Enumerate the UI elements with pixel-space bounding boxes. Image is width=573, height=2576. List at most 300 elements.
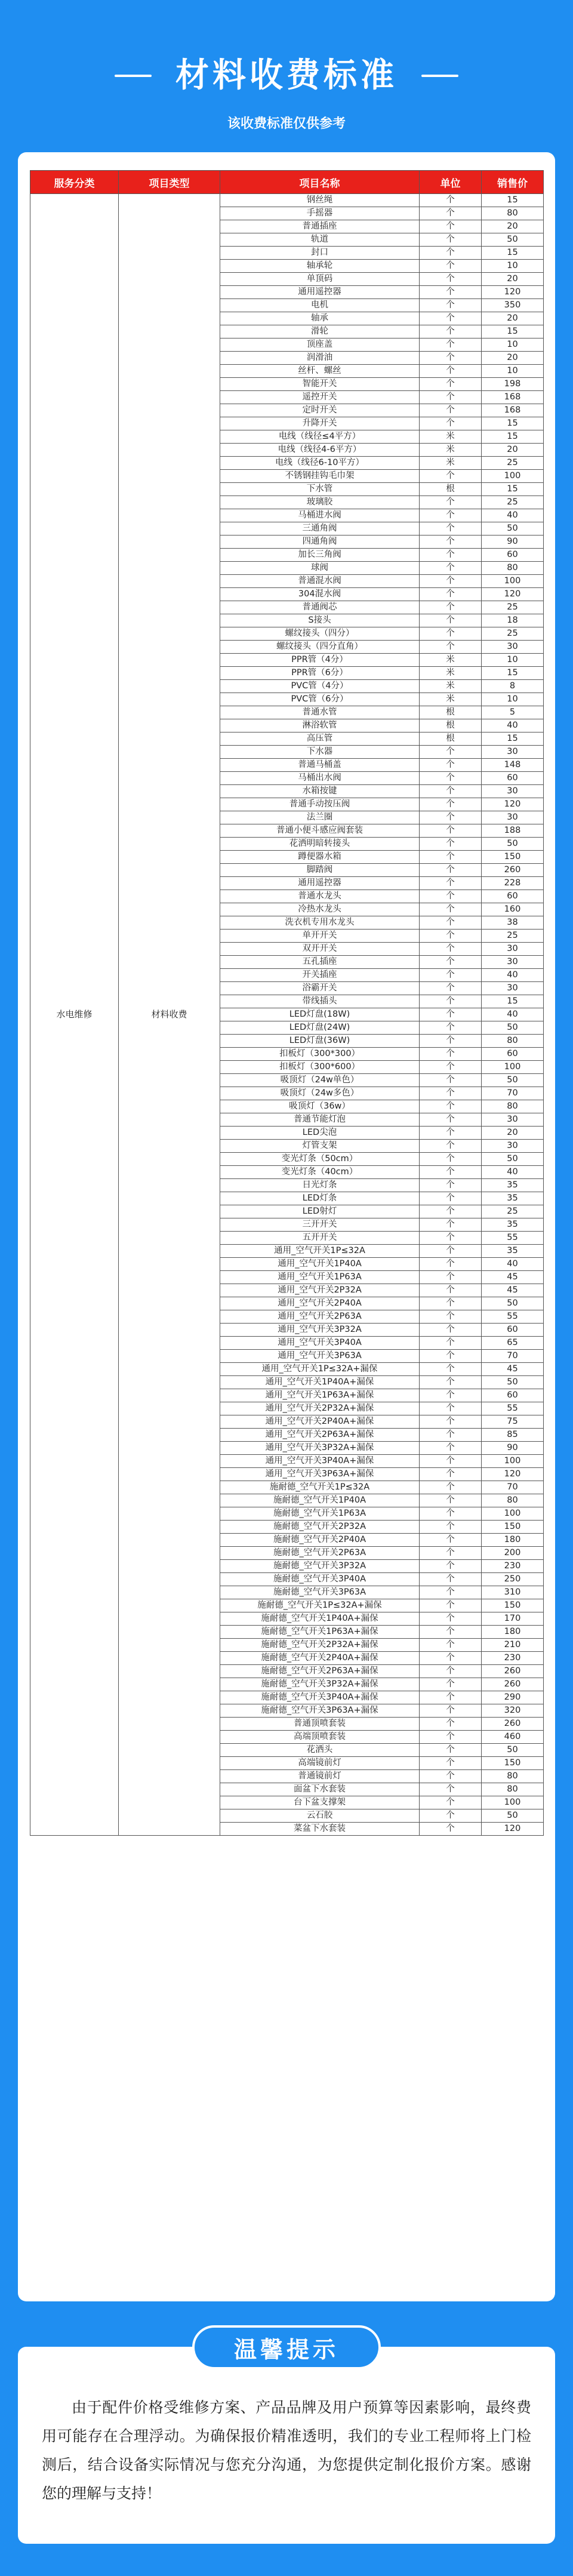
unit-cell: 个 — [420, 1442, 482, 1455]
unit-cell: 个 — [420, 260, 482, 273]
price-cell: 60 — [482, 1324, 544, 1337]
price-cell: 45 — [482, 1363, 544, 1376]
price-cell: 180 — [482, 1626, 544, 1639]
item-name-cell: 变光灯条（50cm） — [220, 1153, 420, 1166]
price-cell: 15 — [482, 733, 544, 746]
unit-cell: 个 — [420, 1665, 482, 1678]
unit-cell: 个 — [420, 1258, 482, 1271]
item-name-cell: 五孔插座 — [220, 956, 420, 969]
unit-cell: 个 — [420, 1468, 482, 1481]
item-name-cell: 普通插座 — [220, 220, 420, 233]
unit-cell: 个 — [420, 641, 482, 654]
item-name-cell: 普通混水阀 — [220, 575, 420, 588]
item-name-cell: 单顶码 — [220, 273, 420, 286]
unit-cell: 个 — [420, 312, 482, 325]
price-cell: 25 — [482, 627, 544, 641]
unit-cell: 个 — [420, 338, 482, 352]
item-name-cell: 蹲便器水箱 — [220, 851, 420, 864]
item-name-cell: S接头 — [220, 614, 420, 627]
price-cell: 70 — [482, 1350, 544, 1363]
unit-cell: 个 — [420, 1218, 482, 1232]
price-cell: 100 — [482, 1507, 544, 1521]
item-name-cell: 五开开关 — [220, 1232, 420, 1245]
unit-cell: 个 — [420, 1481, 482, 1494]
item-name-cell: LED尖泡 — [220, 1127, 420, 1140]
unit-cell: 个 — [420, 1652, 482, 1665]
price-cell: 30 — [482, 785, 544, 798]
item-name-cell: 施耐德_空气开关3P32A+漏保 — [220, 1678, 420, 1691]
item-name-cell: 普通手动按压阀 — [220, 798, 420, 811]
item-name-cell: 下水管 — [220, 483, 420, 496]
unit-cell: 个 — [420, 1179, 482, 1192]
item-name-cell: 升降开关 — [220, 417, 420, 430]
price-cell: 168 — [482, 391, 544, 404]
price-cell: 65 — [482, 1337, 544, 1350]
item-name-cell: 施耐德_空气开关1P≤32A+漏保 — [220, 1599, 420, 1612]
unit-cell: 个 — [420, 798, 482, 811]
unit-cell: 个 — [420, 1586, 482, 1599]
price-cell: 168 — [482, 404, 544, 417]
price-cell: 230 — [482, 1560, 544, 1573]
unit-cell: 个 — [420, 417, 482, 430]
item-name-cell: 普通镜前灯 — [220, 1770, 420, 1783]
price-cell: 85 — [482, 1429, 544, 1442]
item-name-cell: 吸顶灯（24w多色） — [220, 1087, 420, 1100]
header-item-name: 项目名称 — [220, 171, 420, 194]
unit-cell: 个 — [420, 890, 482, 903]
price-cell: 45 — [482, 1284, 544, 1297]
item-name-cell: 台下盆支撑架 — [220, 1796, 420, 1809]
item-name-cell: 吸顶灯（36w） — [220, 1100, 420, 1113]
unit-cell: 个 — [420, 470, 482, 483]
unit-cell: 个 — [420, 1271, 482, 1284]
unit-cell: 个 — [420, 1429, 482, 1442]
unit-cell: 个 — [420, 1521, 482, 1534]
unit-cell: 个 — [420, 1310, 482, 1324]
unit-cell: 个 — [420, 1573, 482, 1586]
item-name-cell: 扣板灯（300*600） — [220, 1061, 420, 1074]
price-cell: 15 — [482, 325, 544, 338]
price-cell: 100 — [482, 1455, 544, 1468]
unit-cell: 个 — [420, 496, 482, 509]
item-name-cell: LED灯盘(24W) — [220, 1021, 420, 1035]
price-cell: 8 — [482, 680, 544, 693]
price-cell: 10 — [482, 693, 544, 706]
unit-cell: 米 — [420, 430, 482, 444]
unit-cell: 个 — [420, 233, 482, 247]
price-cell: 290 — [482, 1691, 544, 1704]
price-cell: 25 — [482, 457, 544, 470]
item-name-cell: 云石胶 — [220, 1809, 420, 1823]
notice-badge: 温馨提示 — [192, 2325, 381, 2369]
unit-cell: 个 — [420, 916, 482, 930]
unit-cell: 个 — [420, 299, 482, 312]
price-cell: 35 — [482, 1218, 544, 1232]
price-cell: 30 — [482, 746, 544, 759]
unit-cell: 个 — [420, 1704, 482, 1718]
item-name-cell: PVC管（4分） — [220, 680, 420, 693]
price-cell: 80 — [482, 1770, 544, 1783]
price-cell: 120 — [482, 286, 544, 299]
unit-cell: 个 — [420, 969, 482, 982]
item-name-cell: 遥控开关 — [220, 391, 420, 404]
item-name-cell: 四通角阀 — [220, 535, 420, 549]
unit-cell: 个 — [420, 365, 482, 378]
item-name-cell: 施耐德_空气开关3P40A — [220, 1573, 420, 1586]
price-cell: 10 — [482, 365, 544, 378]
unit-cell: 个 — [420, 877, 482, 890]
price-cell: 70 — [482, 1087, 544, 1100]
unit-cell: 个 — [420, 562, 482, 575]
price-cell: 260 — [482, 1678, 544, 1691]
item-name-cell: 球阀 — [220, 562, 420, 575]
price-cell: 25 — [482, 1205, 544, 1218]
unit-cell: 个 — [420, 1507, 482, 1521]
item-name-cell: 304混水阀 — [220, 588, 420, 601]
price-cell: 310 — [482, 1586, 544, 1599]
unit-cell: 个 — [420, 1823, 482, 1836]
price-cell: 210 — [482, 1639, 544, 1652]
item-name-cell: PPR管（6分） — [220, 667, 420, 680]
item-name-cell: 洗衣机专用水龙头 — [220, 916, 420, 930]
item-name-cell: 通用_空气开关2P63A+漏保 — [220, 1429, 420, 1442]
unit-cell: 个 — [420, 956, 482, 969]
unit-cell: 个 — [420, 1074, 482, 1087]
item-name-cell: 智能开关 — [220, 378, 420, 391]
price-cell: 80 — [482, 1100, 544, 1113]
item-name-cell: 通用遥控器 — [220, 286, 420, 299]
item-name-cell: 施耐德_空气开关2P63A — [220, 1547, 420, 1560]
price-cell: 60 — [482, 1389, 544, 1402]
item-name-cell: 普通顶喷套装 — [220, 1718, 420, 1731]
unit-cell: 个 — [420, 1731, 482, 1744]
unit-cell: 个 — [420, 1297, 482, 1310]
item-name-cell: 丝杆、螺丝 — [220, 365, 420, 378]
price-cell: 50 — [482, 1744, 544, 1757]
item-name-cell: LED灯条 — [220, 1192, 420, 1205]
price-cell: 35 — [482, 1179, 544, 1192]
unit-cell: 个 — [420, 1021, 482, 1035]
item-name-cell: 法兰圈 — [220, 811, 420, 824]
unit-cell: 个 — [420, 194, 482, 207]
price-cell: 80 — [482, 1494, 544, 1507]
unit-cell: 个 — [420, 614, 482, 627]
item-name-cell: 双开开关 — [220, 943, 420, 956]
item-name-cell: 通用_空气开关1P40A+漏保 — [220, 1376, 420, 1389]
price-cell: 30 — [482, 943, 544, 956]
unit-cell: 根 — [420, 733, 482, 746]
price-cell: 20 — [482, 352, 544, 365]
price-cell: 30 — [482, 641, 544, 654]
item-name-cell: 钢丝绳 — [220, 194, 420, 207]
item-name-cell: 施耐德_空气开关1P63A+漏保 — [220, 1626, 420, 1639]
price-cell: 90 — [482, 535, 544, 549]
item-name-cell: 吸顶灯（24w单色） — [220, 1074, 420, 1087]
item-name-cell: 施耐德_空气开关1P40A — [220, 1494, 420, 1507]
item-name-cell: 通用_空气开关3P63A+漏保 — [220, 1468, 420, 1481]
item-name-cell: 水箱按键 — [220, 785, 420, 798]
unit-cell: 个 — [420, 1599, 482, 1612]
unit-cell: 个 — [420, 1612, 482, 1626]
price-cell: 150 — [482, 1599, 544, 1612]
unit-cell: 个 — [420, 1415, 482, 1429]
price-cell: 18 — [482, 614, 544, 627]
unit-cell: 个 — [420, 1061, 482, 1074]
header-service-category: 服务分类 — [30, 171, 119, 194]
header-unit: 单位 — [420, 171, 482, 194]
unit-cell: 个 — [420, 1245, 482, 1258]
price-cell: 80 — [482, 1783, 544, 1796]
price-cell: 50 — [482, 233, 544, 247]
price-cell: 25 — [482, 496, 544, 509]
price-cell: 20 — [482, 220, 544, 233]
unit-cell: 个 — [420, 1008, 482, 1021]
unit-cell: 个 — [420, 1153, 482, 1166]
item-name-cell: 马桶出水阀 — [220, 772, 420, 785]
item-name-cell: 脚踏阀 — [220, 864, 420, 877]
unit-cell: 个 — [420, 995, 482, 1008]
price-cell: 180 — [482, 1534, 544, 1547]
item-name-cell: 单开开关 — [220, 930, 420, 943]
price-cell: 50 — [482, 1376, 544, 1389]
price-cell: 60 — [482, 890, 544, 903]
item-name-cell: 施耐德_空气开关1P63A — [220, 1507, 420, 1521]
unit-cell: 个 — [420, 391, 482, 404]
unit-cell: 个 — [420, 811, 482, 824]
price-cell: 60 — [482, 549, 544, 562]
item-name-cell: 浴霸开关 — [220, 982, 420, 995]
price-cell: 55 — [482, 1310, 544, 1324]
unit-cell: 个 — [420, 1363, 482, 1376]
unit-cell: 个 — [420, 864, 482, 877]
item-name-cell: 螺纹接头（四分） — [220, 627, 420, 641]
price-cell: 60 — [482, 772, 544, 785]
unit-cell: 个 — [420, 785, 482, 798]
title-row — [0, 57, 573, 95]
item-name-cell: LED灯盘(36W) — [220, 1035, 420, 1048]
item-name-cell: 施耐德_空气开关3P63A+漏保 — [220, 1704, 420, 1718]
price-cell: 260 — [482, 1718, 544, 1731]
item-name-cell: 普通水龙头 — [220, 890, 420, 903]
price-cell: 80 — [482, 207, 544, 220]
price-cell: 90 — [482, 1442, 544, 1455]
unit-cell: 个 — [420, 378, 482, 391]
unit-cell: 个 — [420, 1809, 482, 1823]
unit-cell: 个 — [420, 286, 482, 299]
price-table-card — [18, 152, 555, 2301]
unit-cell: 个 — [420, 982, 482, 995]
price-cell: 20 — [482, 312, 544, 325]
item-name-cell: 菜盆下水套装 — [220, 1823, 420, 1836]
item-name-cell: 施耐德_空气开关2P40A — [220, 1534, 420, 1547]
unit-cell: 根 — [420, 719, 482, 733]
unit-cell: 个 — [420, 601, 482, 614]
item-name-cell: 通用_空气开关1P40A — [220, 1258, 420, 1271]
price-cell: 200 — [482, 1547, 544, 1560]
item-name-cell: 施耐德_空气开关2P40A+漏保 — [220, 1652, 420, 1665]
item-name-cell: 通用_空气开关3P63A — [220, 1350, 420, 1363]
unit-cell: 个 — [420, 1547, 482, 1560]
unit-cell: 个 — [420, 207, 482, 220]
title-left-dash — [115, 75, 152, 77]
price-cell: 20 — [482, 444, 544, 457]
item-name-cell: 通用_空气开关3P40A+漏保 — [220, 1455, 420, 1468]
price-cell: 160 — [482, 903, 544, 916]
item-name-cell: 马桶进水阀 — [220, 509, 420, 522]
price-cell: 5 — [482, 706, 544, 719]
item-name-cell: 电线（线径≤4平方） — [220, 430, 420, 444]
item-name-cell: 润滑油 — [220, 352, 420, 365]
item-name-cell: 电线（线径6-10平方） — [220, 457, 420, 470]
price-cell: 100 — [482, 470, 544, 483]
unit-cell: 个 — [420, 1639, 482, 1652]
price-cell: 40 — [482, 1258, 544, 1271]
price-cell: 40 — [482, 969, 544, 982]
price-cell: 25 — [482, 601, 544, 614]
price-table — [30, 170, 544, 1836]
item-name-cell: 通用_空气开关1P≤32A — [220, 1245, 420, 1258]
price-cell: 80 — [482, 562, 544, 575]
page-title: 材料收费标准 — [175, 56, 398, 95]
unit-cell: 个 — [420, 1376, 482, 1389]
price-cell: 30 — [482, 811, 544, 824]
unit-cell: 米 — [420, 444, 482, 457]
price-cell: 100 — [482, 1796, 544, 1809]
price-cell: 50 — [482, 1809, 544, 1823]
price-cell: 30 — [482, 982, 544, 995]
item-name-cell: 通用_空气开关2P40A — [220, 1297, 420, 1310]
unit-cell: 个 — [420, 1626, 482, 1639]
unit-cell: 个 — [420, 588, 482, 601]
price-cell: 80 — [482, 1035, 544, 1048]
item-name-cell: 手摇器 — [220, 207, 420, 220]
item-name-cell: PVC管（6分） — [220, 693, 420, 706]
item-name-cell: 普通小便斗感应阀套装 — [220, 824, 420, 838]
unit-cell: 个 — [420, 627, 482, 641]
unit-cell: 个 — [420, 838, 482, 851]
unit-cell: 个 — [420, 930, 482, 943]
item-name-cell: 通用_空气开关1P≤32A+漏保 — [220, 1363, 420, 1376]
unit-cell: 个 — [420, 1205, 482, 1218]
unit-cell: 个 — [420, 1350, 482, 1363]
item-name-cell: 花洒明暗转接头 — [220, 838, 420, 851]
header-price: 销售价 — [482, 171, 544, 194]
price-cell: 150 — [482, 851, 544, 864]
notice-section — [18, 2325, 555, 2552]
unit-cell: 个 — [420, 1402, 482, 1415]
notice-box — [18, 2347, 555, 2544]
item-name-cell: 高端顶喷套装 — [220, 1731, 420, 1744]
item-name-cell: 滑轮 — [220, 325, 420, 338]
unit-cell: 个 — [420, 1100, 482, 1113]
unit-cell: 根 — [420, 483, 482, 496]
price-cell: 120 — [482, 1468, 544, 1481]
item-name-cell: 施耐德_空气开关3P32A — [220, 1560, 420, 1573]
price-cell: 120 — [482, 588, 544, 601]
item-name-cell: 施耐德_空气开关2P63A+漏保 — [220, 1665, 420, 1678]
table-header-row — [30, 171, 544, 194]
price-cell: 260 — [482, 1665, 544, 1678]
price-cell: 15 — [482, 430, 544, 444]
price-cell: 75 — [482, 1415, 544, 1429]
price-cell: 35 — [482, 1192, 544, 1205]
price-cell: 148 — [482, 759, 544, 772]
item-name-cell: 轴承 — [220, 312, 420, 325]
item-name-cell: 施耐德_空气开关3P63A — [220, 1586, 420, 1599]
unit-cell: 个 — [420, 509, 482, 522]
unit-cell: 个 — [420, 746, 482, 759]
unit-cell: 米 — [420, 667, 482, 680]
price-cell: 198 — [482, 378, 544, 391]
item-name-cell: 通用_空气开关2P32A+漏保 — [220, 1402, 420, 1415]
unit-cell: 个 — [420, 1389, 482, 1402]
item-name-cell: 普通马桶盖 — [220, 759, 420, 772]
unit-cell: 个 — [420, 1048, 482, 1061]
unit-cell: 个 — [420, 1770, 482, 1783]
price-cell: 228 — [482, 877, 544, 890]
price-cell: 30 — [482, 1113, 544, 1127]
price-cell: 40 — [482, 1008, 544, 1021]
price-cell: 120 — [482, 798, 544, 811]
price-cell: 35 — [482, 1245, 544, 1258]
unit-cell: 米 — [420, 680, 482, 693]
unit-cell: 个 — [420, 1232, 482, 1245]
price-cell: 15 — [482, 667, 544, 680]
item-name-cell: 封口 — [220, 247, 420, 260]
unit-cell: 根 — [420, 706, 482, 719]
price-cell: 70 — [482, 1481, 544, 1494]
item-name-cell: 普通阀芯 — [220, 601, 420, 614]
price-cell: 10 — [482, 338, 544, 352]
page-subtitle: 该收费标准仅供参考 — [227, 116, 346, 131]
price-cell: 260 — [482, 864, 544, 877]
item-name-cell: 轴承轮 — [220, 260, 420, 273]
item-name-cell: 面盆下水套装 — [220, 1783, 420, 1796]
unit-cell: 个 — [420, 325, 482, 338]
unit-cell: 个 — [420, 1140, 482, 1153]
price-cell: 50 — [482, 522, 544, 535]
unit-cell: 个 — [420, 1455, 482, 1468]
unit-cell: 米 — [420, 693, 482, 706]
price-cell: 150 — [482, 1521, 544, 1534]
price-cell: 55 — [482, 1232, 544, 1245]
table-row — [30, 194, 544, 207]
price-cell: 15 — [482, 247, 544, 260]
price-cell: 150 — [482, 1757, 544, 1770]
item-name-cell: 加长三角阀 — [220, 549, 420, 562]
price-cell: 250 — [482, 1573, 544, 1586]
unit-cell: 米 — [420, 457, 482, 470]
item-name-cell: 通用_空气开关2P40A+漏保 — [220, 1415, 420, 1429]
price-cell: 350 — [482, 299, 544, 312]
item-name-cell: 施耐德_空气开关3P40A+漏保 — [220, 1691, 420, 1704]
item-name-cell: 通用_空气开关2P63A — [220, 1310, 420, 1324]
unit-cell: 个 — [420, 549, 482, 562]
price-cell: 40 — [482, 509, 544, 522]
notice-text: 由于配件价格受维修方案、产品品牌及用户预算等因素影响，最终费用可能存在合理浮动。为确保报价精准透明，我们的专业工程师将上门检测后，结合设备实际情况与您充分沟通，为您提供定制化报价方案。感谢您的理解与支持！ — [42, 2399, 531, 2502]
item-name-cell: 施耐德_空气开关1P40A+漏保 — [220, 1612, 420, 1626]
price-cell: 10 — [482, 654, 544, 667]
price-cell: 55 — [482, 1402, 544, 1415]
item-name-cell: 施耐德_空气开关1P≤32A — [220, 1481, 420, 1494]
price-cell: 50 — [482, 1074, 544, 1087]
price-table-body — [30, 194, 544, 1836]
item-name-cell: 顶座盖 — [220, 338, 420, 352]
item-name-cell: PPR管（4分） — [220, 654, 420, 667]
item-name-cell: 带线插头 — [220, 995, 420, 1008]
item-name-cell: LED灯盘(18W) — [220, 1008, 420, 1021]
item-name-cell: 通用遥控器 — [220, 877, 420, 890]
